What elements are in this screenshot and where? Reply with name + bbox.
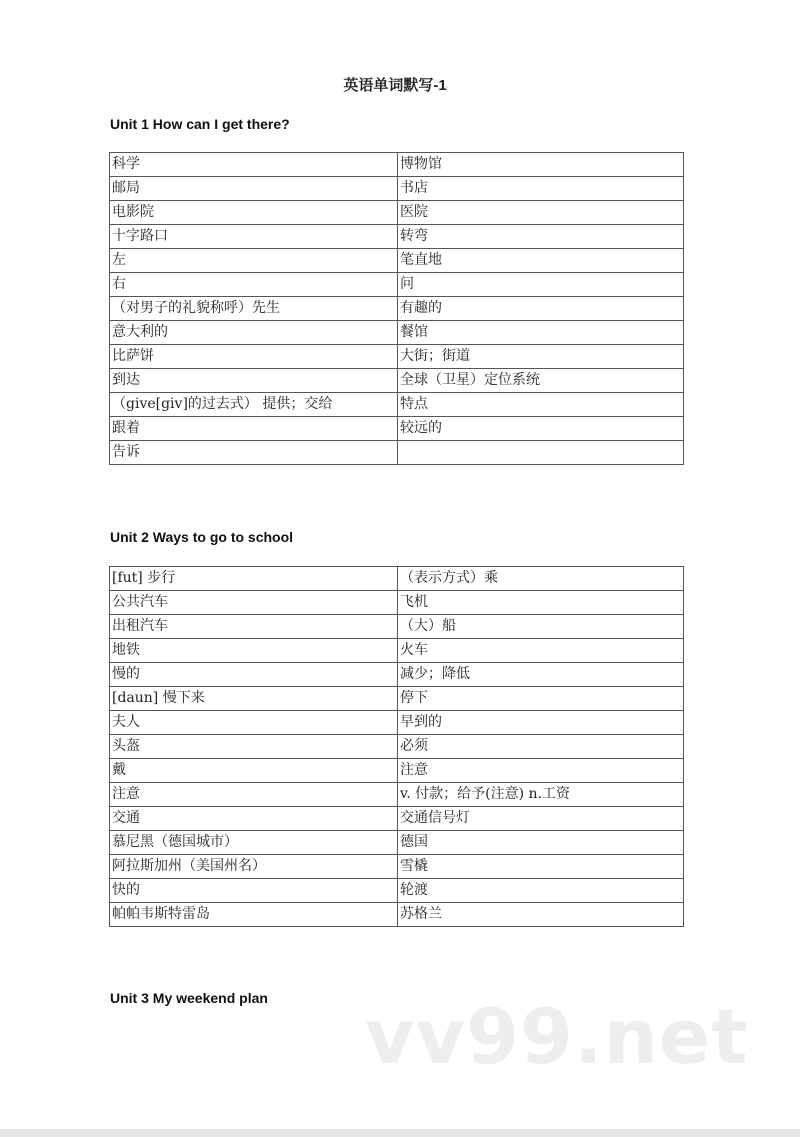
table-row xyxy=(110,321,684,345)
cell-left: 头盔 xyxy=(110,735,398,759)
cell-right: 问 xyxy=(398,273,684,297)
cell-left: 公共汽车 xyxy=(110,591,398,615)
cell-right: 有趣的 xyxy=(398,297,684,321)
table-row xyxy=(110,297,684,321)
page-title: 英语单词默写-1 xyxy=(343,77,447,94)
cell-right: （表示方式）乘 xyxy=(398,567,684,591)
cell-left: 地铁 xyxy=(110,639,398,663)
cell-right: 苏格兰 xyxy=(398,903,684,927)
cell-right: 医院 xyxy=(398,201,684,225)
table-row xyxy=(110,855,684,879)
cell-left: 戴 xyxy=(110,759,398,783)
table-row xyxy=(110,879,684,903)
table-row xyxy=(110,783,684,807)
cell-right: 较远的 xyxy=(398,417,684,441)
cell-left: [fut] 步行 xyxy=(110,567,398,591)
cell-left: [daun] 慢下来 xyxy=(110,687,398,711)
table-row xyxy=(110,759,684,783)
cell-right: 停下 xyxy=(398,687,684,711)
table-row xyxy=(110,831,684,855)
unit-1-heading: Unit 1 How can I get there? xyxy=(110,116,290,132)
cell-right: 大街；街道 xyxy=(398,345,684,369)
cell-left: 告诉 xyxy=(110,441,398,465)
cell-left: 左 xyxy=(110,249,398,273)
table-row xyxy=(110,735,684,759)
table-row xyxy=(110,903,684,927)
cell-right: 书店 xyxy=(398,177,684,201)
unit-2-heading: Unit 2 Ways to go to school xyxy=(110,529,294,545)
cell-right: 雪橇 xyxy=(398,855,684,879)
cell-left: 交通 xyxy=(110,807,398,831)
cell-left: 到达 xyxy=(110,369,398,393)
cell-left: 电影院 xyxy=(110,201,398,225)
table-row xyxy=(110,249,684,273)
cell-left: 邮局 xyxy=(110,177,398,201)
table-row xyxy=(110,345,684,369)
table-row xyxy=(110,567,684,591)
table-row xyxy=(110,711,684,735)
cell-left: 跟着 xyxy=(110,417,398,441)
cell-right: 轮渡 xyxy=(398,879,684,903)
cell-right: （大）船 xyxy=(398,615,684,639)
watermark: vv99.net xyxy=(365,992,749,1081)
cell-right: 减少；降低 xyxy=(398,663,684,687)
table-row xyxy=(110,663,684,687)
cell-left: 科学 xyxy=(110,153,398,177)
cell-left: 十字路口 xyxy=(110,225,398,249)
cell-left: 意大利的 xyxy=(110,321,398,345)
table-row xyxy=(110,591,684,615)
cell-left: 慢的 xyxy=(110,663,398,687)
table-row xyxy=(110,807,684,831)
cell-right: 餐馆 xyxy=(398,321,684,345)
page-bottom-edge xyxy=(0,1129,800,1137)
cell-left: 帕帕韦斯特雷岛 xyxy=(110,903,398,927)
table-row xyxy=(110,441,684,465)
cell-left: 慕尼黑（德国城市） xyxy=(110,831,398,855)
cell-left: 阿拉斯加州（美国州名） xyxy=(110,855,398,879)
cell-right: 火车 xyxy=(398,639,684,663)
cell-left: 快的 xyxy=(110,879,398,903)
cell-right: 早到的 xyxy=(398,711,684,735)
unit-3-heading: Unit 3 My weekend plan xyxy=(110,990,268,1006)
cell-right: 必须 xyxy=(398,735,684,759)
cell-left: 比萨饼 xyxy=(110,345,398,369)
cell-left: （give[giv]的过去式） 提供；交给 xyxy=(110,393,398,417)
cell-left: 注意 xyxy=(110,783,398,807)
cell-right: 博物馆 xyxy=(398,153,684,177)
cell-right: 转弯 xyxy=(398,225,684,249)
table-row xyxy=(110,153,684,177)
cell-right: 全球（卫星）定位系统 xyxy=(398,369,684,393)
cell-left: 右 xyxy=(110,273,398,297)
cell-right: 笔直地 xyxy=(398,249,684,273)
table-row xyxy=(110,639,684,663)
cell-right: 飞机 xyxy=(398,591,684,615)
table-row xyxy=(110,417,684,441)
table-row xyxy=(110,225,684,249)
cell-right: 交通信号灯 xyxy=(398,807,684,831)
unit-1-table xyxy=(109,152,684,465)
cell-right: v. 付款；给予(注意) n.工资 xyxy=(398,783,684,807)
cell-right: 特点 xyxy=(398,393,684,417)
table-row xyxy=(110,687,684,711)
cell-left: 夫人 xyxy=(110,711,398,735)
cell-left: 出租汽车 xyxy=(110,615,398,639)
table-row xyxy=(110,177,684,201)
table-row xyxy=(110,615,684,639)
table-row xyxy=(110,393,684,417)
cell-right: 注意 xyxy=(398,759,684,783)
table-row xyxy=(110,369,684,393)
cell-right xyxy=(398,441,684,465)
cell-right: 德国 xyxy=(398,831,684,855)
table-row xyxy=(110,201,684,225)
cell-left: （对男子的礼貌称呼）先生 xyxy=(110,297,398,321)
unit-2-table xyxy=(109,566,684,927)
table-row xyxy=(110,273,684,297)
